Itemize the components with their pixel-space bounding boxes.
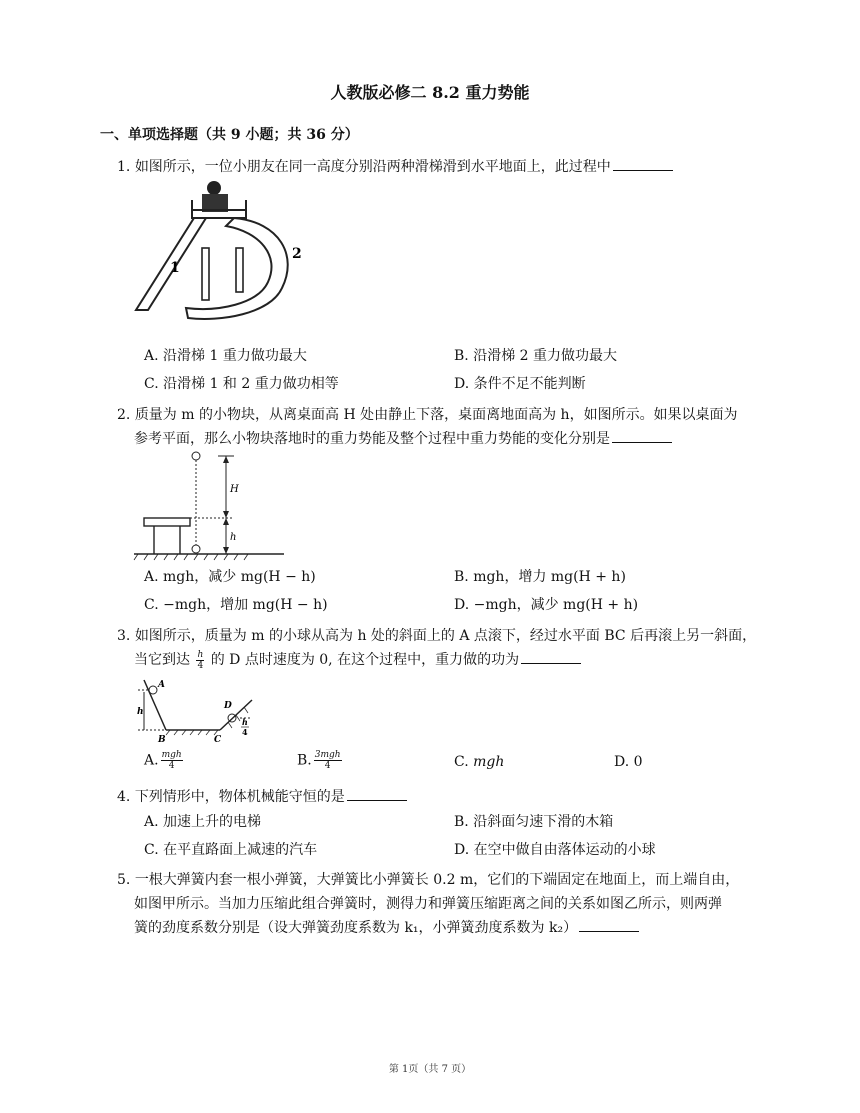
label-4: 4	[242, 727, 248, 737]
label-2: 2	[292, 246, 302, 262]
option-text: 0	[633, 754, 643, 770]
question-5	[117, 868, 739, 940]
q4-option-d[interactable]: D. 在空中做自由落体运动的小球	[454, 842, 656, 858]
option-numerator: mgh	[161, 750, 182, 760]
question-2	[117, 403, 738, 451]
answer-blank[interactable]	[579, 919, 639, 932]
question-text: 下列情形中，物体机械能守恒的是	[134, 789, 345, 805]
label-1: 1	[170, 260, 180, 276]
question-text: 如图所示，一位小朋友在同一高度分别沿两种滑梯滑到水平地面上，此过程中	[134, 159, 611, 175]
page-footer: 第 1页（共 7 页）	[388, 1064, 472, 1075]
question-number: 1.	[117, 159, 131, 175]
question-text-line1: 一根大弹簧内套一根小弹簧，大弹簧比小弹簧长 0.2 m，它们的下端固定在地面上，而上端自由，	[134, 872, 740, 888]
label-C: C	[214, 735, 222, 745]
label-D: D	[224, 701, 232, 711]
option-text: mgh	[473, 754, 505, 770]
q3-option-c[interactable]	[454, 754, 504, 770]
label-H: H	[230, 484, 239, 495]
question-4	[117, 785, 407, 809]
option-prefix: C.	[454, 754, 469, 770]
question-text-line2: 参考平面，那么小物块落地时的重力势能及整个过程中重力势能的变化分别是	[134, 431, 610, 447]
q1-option-d[interactable]: D. 条件不足不能判断	[454, 376, 586, 392]
q1-option-c[interactable]: C. 沿滑梯 1 和 2 重力做功相等	[144, 376, 339, 392]
page-title: 人教版必修二 8.2 重力势能	[330, 83, 530, 102]
question-1	[117, 155, 673, 179]
q2-option-a[interactable]: A. mgh，减少 mg(H − h)	[144, 569, 316, 585]
answer-blank[interactable]	[612, 430, 672, 443]
question-number: 3.	[117, 628, 131, 644]
label-B: B	[158, 735, 166, 745]
section-heading: 一、单项选择题（共 9 小题；共 36 分）	[100, 127, 359, 143]
question-text-line1: 质量为 m 的小物块，从离桌面高 H 处由静止下落，桌面离地面高为 h，如图所示。如果以桌面为	[134, 407, 738, 423]
q1-option-a[interactable]: A. 沿滑梯 1 重力做功最大	[144, 348, 307, 364]
table-drop-figure	[134, 450, 284, 560]
q4-option-b[interactable]: B. 沿斜面匀速下滑的木箱	[454, 814, 614, 830]
slide-figure	[130, 178, 310, 330]
q1-option-b[interactable]: B. 沿滑梯 2 重力做功最大	[454, 348, 617, 364]
label-A: A	[158, 680, 165, 690]
question-number: 4.	[117, 789, 131, 805]
q3-option-a[interactable]	[144, 750, 185, 771]
q2-option-c[interactable]: C. −mgh，增加 mg(H − h)	[144, 597, 328, 613]
q3-option-b[interactable]	[297, 750, 344, 771]
answer-blank[interactable]	[613, 158, 673, 171]
question-text-line2a: 当它到达	[134, 652, 190, 668]
q4-option-a[interactable]: A. 加速上升的电梯	[144, 814, 262, 830]
question-3	[117, 624, 756, 672]
q2-option-b[interactable]: B. mgh，增力 mg(H + h)	[454, 569, 626, 585]
question-text-line1: 如图所示，质量为 m 的小球从高为 h 处的斜面上的 A 点滚下，经过水平面 BC 后再滚上另一斜面，	[134, 628, 757, 644]
fraction-h-over-4	[196, 650, 204, 671]
option-prefix: B.	[297, 752, 312, 769]
option-prefix: A.	[144, 752, 159, 769]
q3-option-d[interactable]	[614, 754, 643, 770]
option-prefix: D.	[614, 754, 630, 770]
fraction-denominator: 4	[197, 660, 204, 671]
question-text-line3: 簧的劲度系数分别是（设大弹簧劲度系数为 k₁，小弹簧劲度系数为 k₂）	[134, 920, 578, 936]
question-number: 5.	[117, 872, 131, 888]
label-h-left: h	[137, 707, 144, 717]
q2-option-d[interactable]: D. −mgh，减少 mg(H + h)	[454, 597, 639, 613]
answer-blank[interactable]	[521, 651, 581, 664]
question-number: 2.	[117, 407, 131, 423]
answer-blank[interactable]	[347, 788, 407, 801]
q4-option-c[interactable]: C. 在平直路面上减速的汽车	[144, 842, 318, 858]
option-denominator: 4	[324, 761, 331, 771]
question-text-line2: 如图甲所示。当加力压缩此组合弹簧时，测得力和弹簧压缩距离之间的关系如图乙所示，则两弹	[134, 896, 722, 912]
incline-figure	[136, 678, 256, 745]
label-h: h	[230, 532, 237, 543]
option-denominator: 4	[168, 761, 175, 771]
question-text-line2b: 的 D 点时速度为 0, 在这个过程中，重力做的功为	[210, 652, 520, 668]
fraction-numerator: h	[197, 649, 204, 660]
option-numerator: 3mgh	[314, 750, 341, 760]
label-h-right: h	[242, 717, 248, 727]
